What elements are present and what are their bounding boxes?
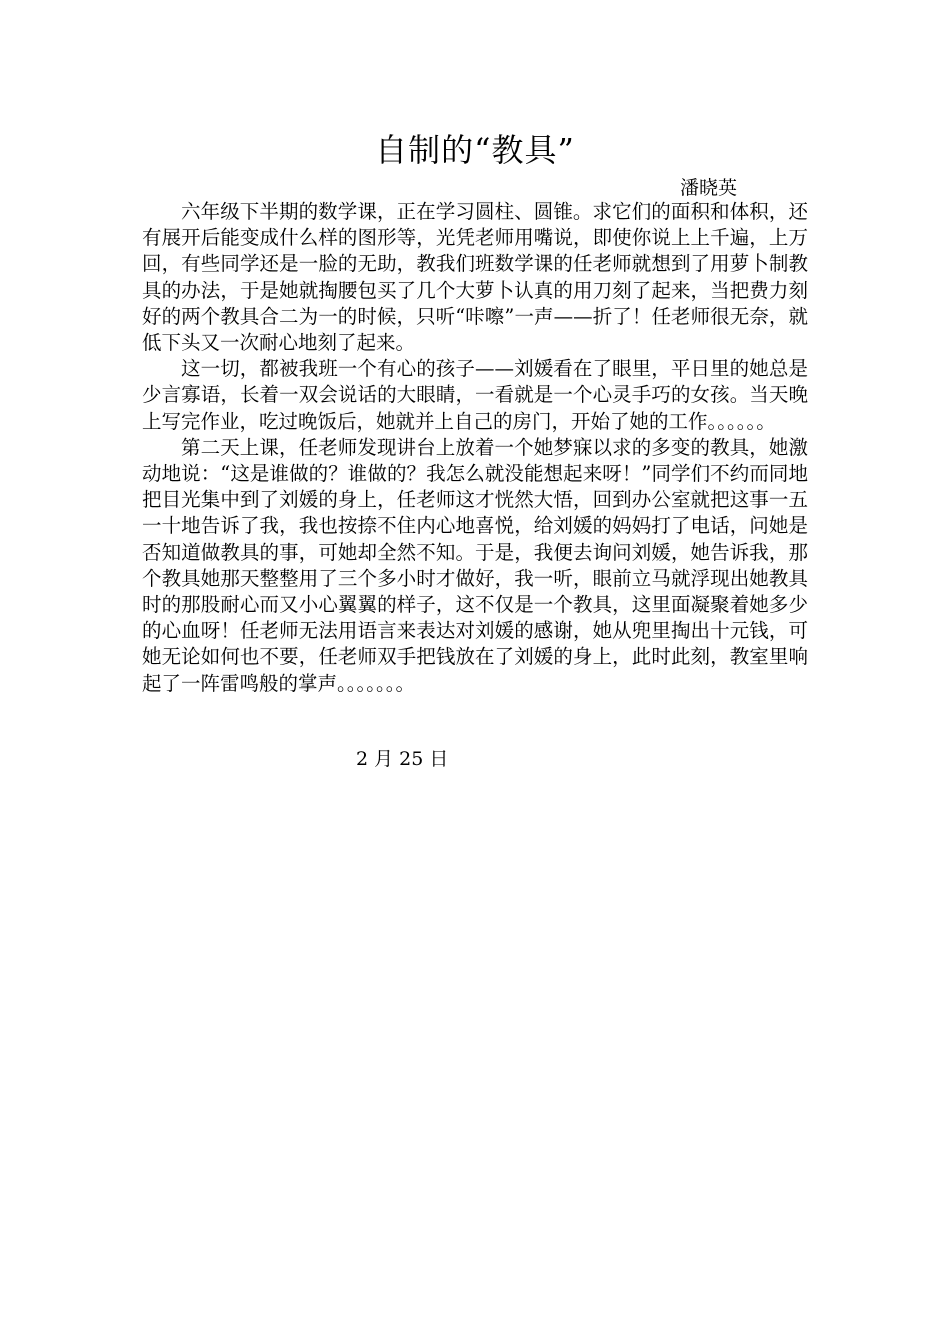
document-title: 自制的“教具” xyxy=(375,131,575,169)
document-body xyxy=(142,199,808,697)
paragraph-3: 第二天上课，任老师发现讲台上放着一个她梦寐以求的多变的教具，她激动地说：“这是谁做的？谁做的？我怎么就没能想起来呀！”同学们不约而同地把目光集中到了刘媛的身上，任老师这才恍然大悟，回到办公室就把这事一五一十地告诉了我，我也按捺不住内心地喜悦，给刘媛的妈妈打了电话，问她是否知道做教具的事，可她却全然不知。于是，我便去询问刘媛，她告诉我，那个教具她那天整整用了三个多小时才做好，我一听，眼前立马就浮现出她教具时的那股耐心而又小心翼翼的样子，这不仅是一个教具，这里面凝聚着她多少的心血呀！任老师无法用语言来表达对刘媛的感谢，她从兜里掏出十元钱，可她无论如何也不要，任老师双手把钱放在了刘媛的身上，此时此刻，教室里响起了一阵雷鸣般的掌声。。。。。。。 xyxy=(142,435,808,695)
document-date: 2 月 25 日 xyxy=(356,748,449,770)
author-name: 潘晓英 xyxy=(680,177,738,199)
paragraph-1: 六年级下半期的数学课，正在学习圆柱、圆锥。求它们的面积和体积，还有展开后能变成什么样的图形等，光凭老师用嘴说，即使你说上上千遍，上万回，有些同学还是一脸的无助，教我们班数学课的任老师就想到了用萝卜制教具的办法，于是她就掏腰包买了几个大萝卜认真的用刀刻了起来，当把费力刻好的两个教具合二为一的时候，只听“咔嚓”一声——折了！任老师很无奈，就低下头又一次耐心地刻了起来。 xyxy=(142,200,808,355)
paragraph-2: 这一切，都被我班一个有心的孩子——刘媛看在了眼里，平日里的她总是少言寡语，长着一双会说话的大眼睛，一看就是一个心灵手巧的女孩。当天晚上写完作业，吃过晚饭后，她就并上自己的房门，开始了她的工作。。。。。。 xyxy=(142,357,808,433)
